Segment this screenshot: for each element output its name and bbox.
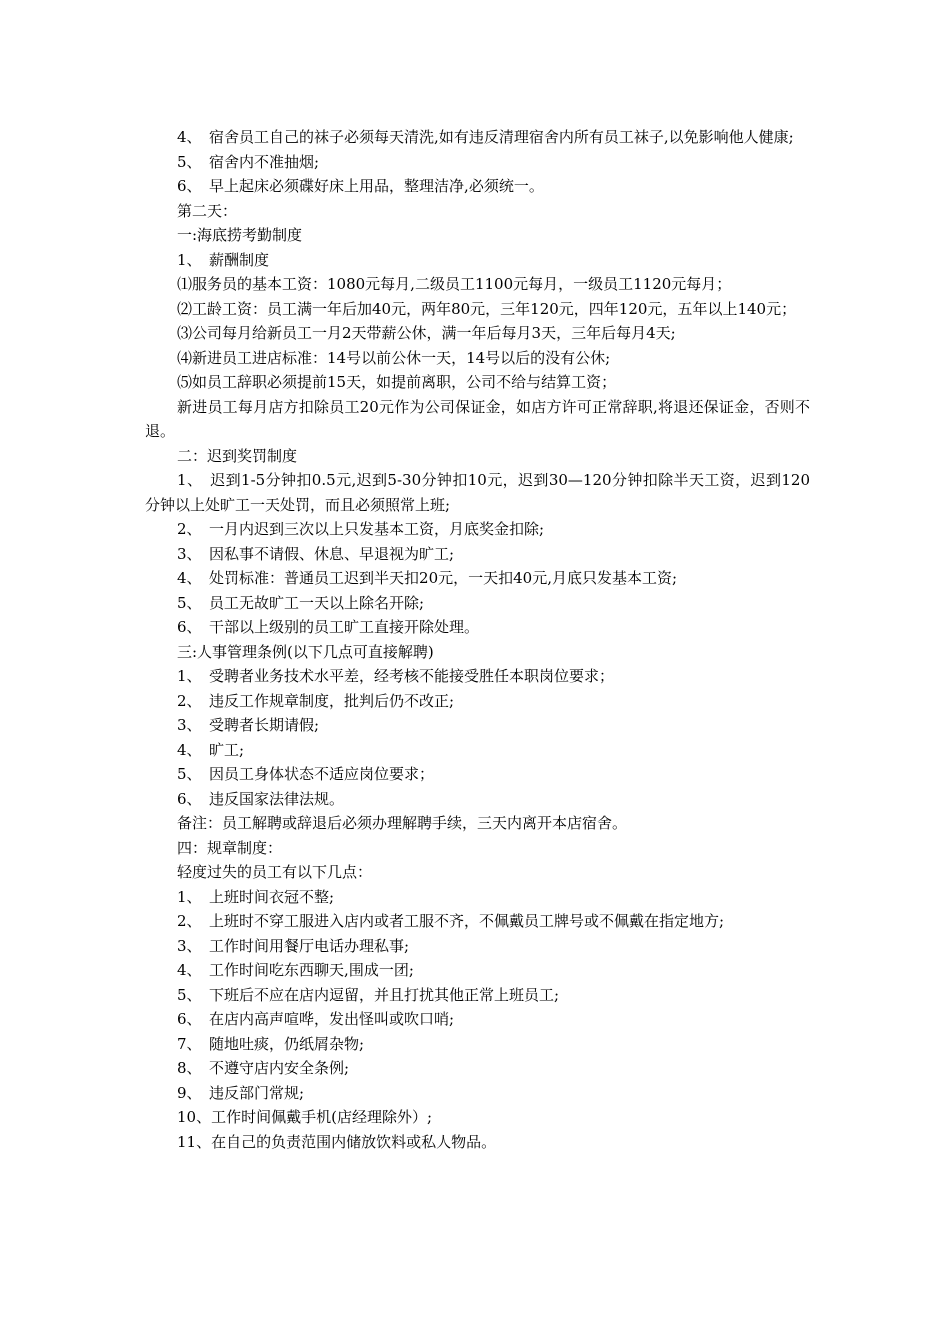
paragraph: ⑷新进员工进店标准：14号以前公休一天，14号以后的没有公休; [177, 348, 611, 367]
paragraph: 1、 上班时间衣冠不整; [177, 887, 335, 906]
paragraph: 5、 员工无故旷工一天以上除名开除; [177, 593, 425, 612]
paragraph: 10、工作时间佩戴手机(店经理除外）; [177, 1108, 432, 1126]
paragraph: 8、 不遵守店内安全条例; [177, 1059, 350, 1077]
paragraph: 9、 违反部门常规; [177, 1083, 305, 1102]
paragraph: 轻度过失的员工有以下几点： [177, 863, 373, 881]
paragraph: 2、 一月内迟到三次以上只发基本工资，月底奖金扣除; [177, 520, 545, 538]
paragraph: 5、 宿舍内不准抽烟; [177, 152, 320, 171]
paragraph: 4、 工作时间吃东西聊天,围成一团; [177, 961, 414, 979]
paragraph: 11、在自己的负责范围内储放饮料或私人物品。 [177, 1132, 497, 1151]
paragraph: 6、 干部以上级别的员工旷工直接开除处理。 [177, 618, 480, 636]
paragraph: ⑴服务员的基本工资：1080元每月,二级员工1100元每月，一级员工1120元每月； [177, 275, 732, 293]
section-heading: 三:人事管理条例(以下几点可直接解聘) [177, 642, 434, 661]
paragraph: 7、 随地吐痰，仍纸屑杂物; [177, 1034, 365, 1053]
note-paragraph: 备注：员工解聘或辞退后必须办理解聘手续，三天内离开本店宿舍。 [177, 814, 628, 832]
paragraph: 4、 旷工; [177, 740, 245, 759]
paragraph: 6、 违反国家法律法规。 [177, 789, 345, 808]
paragraph: 1、 薪酬制度 [177, 250, 270, 269]
paragraph: ⑸如员工辞职必须提前15天，如提前离职，公司不给与结算工资； [177, 373, 617, 391]
paragraph: 新进员工每月店方扣除员工20元作为公司保证金，如店方许可正常辞职,将退还保证金，否则不退。 [145, 397, 810, 440]
paragraph: ⑵工龄工资：员工满一年后加40元，两年80元，三年120元，四年120元，五年以上140元； [177, 299, 797, 318]
paragraph: 3、 受聘者长期请假; [177, 716, 320, 734]
section-heading: 二：迟到奖罚制度 [177, 446, 298, 465]
paragraph: 6、 早上起床必须碟好床上用品，整理洁净,必须统一。 [177, 177, 544, 195]
paragraph: 1、 受聘者业务技术水平差，经考核不能接受胜任本职岗位要求； [177, 667, 615, 685]
section-heading: 一:海底捞考勤制度 [177, 226, 303, 244]
paragraph: 2、 上班时不穿工服进入店内或者工服不齐，不佩戴员工牌号或不佩戴在指定地方; [177, 912, 725, 930]
paragraph: 5、 因员工身体状态不适应岗位要求； [177, 765, 435, 783]
section-heading: 第二天： [177, 201, 238, 220]
paragraph: 6、 在店内高声喧哗，发出怪叫或吹口哨; [177, 1010, 455, 1028]
paragraph: 3、 工作时间用餐厅电话办理私事; [177, 936, 410, 955]
document-body [145, 125, 810, 1154]
paragraph: 4、 宿舍员工自己的袜子必须每天清洗,如有违反清理宿舍内所有员工袜子,以免影响他人健康; [177, 128, 794, 146]
section-heading: 四：规章制度： [177, 838, 283, 857]
paragraph: 2、 违反工作规章制度，批判后仍不改正; [177, 691, 455, 710]
paragraph: 4、 处罚标准：普通员工迟到半天扣20元，一天扣40元,月底只发基本工资; [177, 569, 678, 587]
paragraph: 3、 因私事不请假、休息、早退视为旷工; [177, 544, 455, 563]
paragraph: 5、 下班后不应在店内逗留，并且打扰其他正常上班员工; [177, 985, 560, 1004]
paragraph: 1、 迟到1-5分钟扣0.5元,迟到5-30分钟扣10元，迟到30—120分钟扣除半天工资，迟到120分钟以上处旷工一天处罚，而且必须照常上班; [145, 471, 810, 514]
paragraph: ⑶公司每月给新员工一月2天带薪公休，满一年后每月3天，三年后每月4天; [177, 324, 676, 342]
